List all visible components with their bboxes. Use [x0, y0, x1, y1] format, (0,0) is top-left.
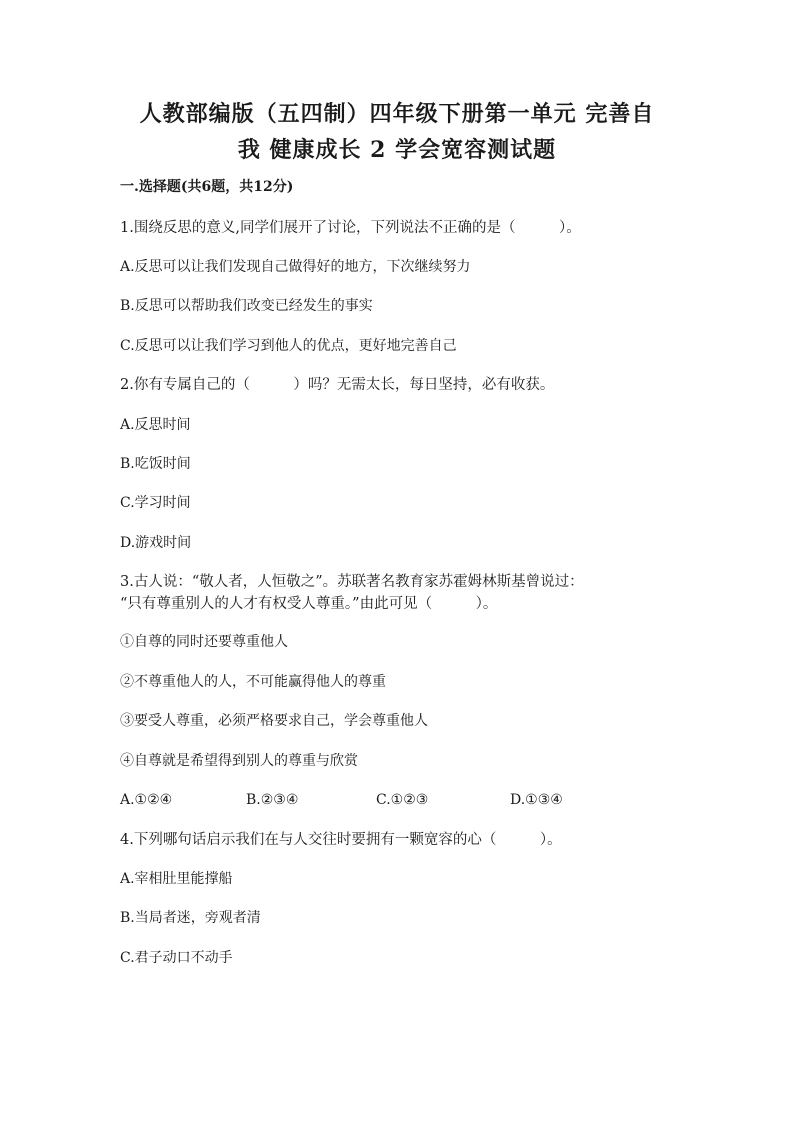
question-3-option-a: A.①②④ — [120, 792, 173, 808]
question-3-stem-line-2: “只有尊重别人的人才有权受人尊重。”由此可见（ ）。 — [120, 596, 498, 612]
question-3-statement-1: ①自尊的同时还要尊重他人 — [120, 634, 288, 650]
question-3-stem-line-1: 3.古人说：“敬人者，人恒敬之”。苏联著名教育家苏霍姆林斯基曾说过： — [120, 574, 584, 590]
question-2-option-a: A.反思时间 — [120, 417, 191, 433]
question-4-stem: 4.下列哪句话启示我们在与人交往时要拥有一颗宽容的心（ ）。 — [120, 832, 562, 848]
question-2-option-c: C.学习时间 — [120, 495, 191, 511]
question-2-option-b: B.吃饭时间 — [120, 456, 191, 472]
document-title — [110, 96, 684, 168]
question-1-option-b: B.反思可以帮助我们改变已经发生的事实 — [120, 298, 373, 314]
question-1-stem: 1.围绕反思的意义,同学们展开了讨论，下列说法不正确的是（ ）。 — [120, 220, 581, 236]
question-4-option-c: C.君子动口不动手 — [120, 950, 233, 966]
question-3-option-d: D.①③④ — [510, 792, 563, 808]
question-3-statement-2: ②不尊重他人的人，不可能赢得他人的尊重 — [120, 674, 386, 690]
question-3-statement-4: ④自尊就是希望得到别人的尊重与欣赏 — [120, 753, 358, 769]
question-4-option-a: A.宰相肚里能撑船 — [120, 871, 233, 887]
section-heading: 一.选择题(共6题，共12分) — [120, 179, 294, 195]
question-4-option-b: B.当局者迷，旁观者清 — [120, 910, 261, 926]
question-3-option-c: C.①②③ — [376, 792, 429, 808]
question-3-options-row — [120, 790, 620, 810]
question-1-option-a: A.反思可以让我们发现自己做得好的地方，下次继续努力 — [120, 259, 471, 275]
question-2-stem: 2.你有专属自己的（ ）吗？无需太长，每日坚持，必有收获。 — [120, 377, 555, 393]
question-3-statement-3: ③要受人尊重，必须严格要求自己，学会尊重他人 — [120, 713, 428, 729]
title-line-1: 人教部编版（五四制）四年级下册第一单元 完善自 — [139, 101, 655, 127]
question-3-option-b: B.②③④ — [246, 792, 299, 808]
question-1-option-c: C.反思可以让我们学习到他人的优点，更好地完善自己 — [120, 338, 457, 354]
question-2-option-d: D.游戏时间 — [120, 535, 192, 551]
title-line-2: 我 健康成长 2 学会宽容测试题 — [237, 137, 557, 163]
